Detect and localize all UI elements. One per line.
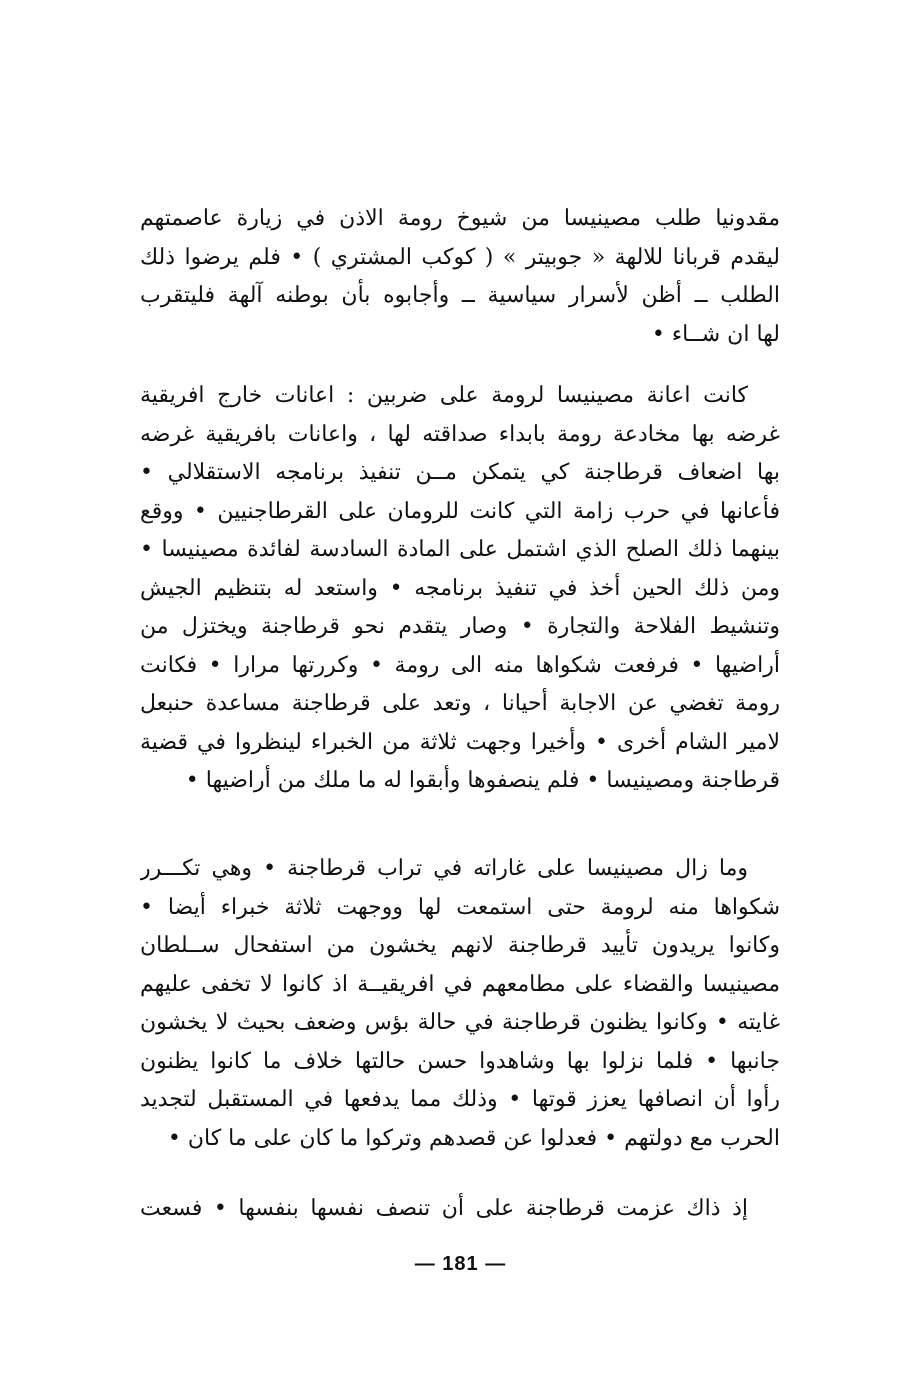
text-line: الطلب ــ أظن لأسرار سياسية ــ وأجابوه بأن بوطنه آلهة فليتقرب [140,283,780,308]
text-line: مصينيسا والقضاء على مطامعهم في افريقيــة اذ كانوا لا تخفى عليهم [140,971,780,997]
text-line: لها ان شــاء • [651,321,780,347]
text-line: رأوا أن انصافها يعزز قوتها • وذلك مما يدفعها في المستقبل لتجديد [140,1087,780,1112]
text-line: ليقدم قربانا للالهة « جوبيتر » ( كوكب المشتري ) • فلم يرضوا ذلك [140,244,780,270]
text-line: وكانوا يريدون تأييد قرطاجنة لانهم يخشون من استفحال ســلطان [140,933,780,958]
paragraph-1 [140,200,780,354]
text-line: غرضه بها مخادعة رومة بابداء صداقته لها ، واعانات بافريقية غرضه [140,421,780,447]
text-line: إذ ذاك عزمت قرطاجنة على أن تنصف نفسها بنفسها • فسعت [140,1196,748,1221]
text-line: غايته • وكانوا يظنون قرطاجنة في حالة بؤس وضعف بحيث لا يخشون [140,1010,780,1035]
text-line: شكواها منه لرومة حتى استمعت لها ووجهت ثلاثة خبراء أيضا • [140,894,780,920]
text-line: وتنشيط الفلاحة والتجارة • وصار يتقدم نحو قرطاجنة ويختزل من [140,614,780,639]
text-line: بها اضعاف قرطاجنة كي يتمكن مــن تنفيذ برنامجه الاستقلالي • [140,460,780,485]
text-line: جانبها • فلما نزلوا بها وشاهدوا حسن حالتها خلاف ما كانوا يظنون [140,1048,780,1074]
text-line: وما زال مصينيسا على غاراته في تراب قرطاجنة • وهي تكـــرر [140,856,748,881]
text-line: الحرب مع دولتهم • فعدلوا عن قصدهم وتركوا ما كان على ما كان • [167,1125,780,1151]
text-line: كانت اعانة مصينيسا لرومة على ضربين : اعانات خارج افريقية [140,383,748,408]
text-line: قرطاجنة ومصينيسا • فلم ينصفوها وأبقوا له ما ملك من أراضيها • [185,768,780,793]
paragraph-2 [140,377,780,801]
text-line: ومن ذلك الحين أخذ في تنفيذ برنامجه • واستعد له بتنظيم الجيش [140,575,780,601]
paragraph-3 [140,850,780,1158]
paragraph-4 [140,1190,780,1229]
text-line: رومة تغضي عن الاجابة أحيانا ، وتعد على قرطاجنة مساعدة حنبعل [140,691,780,716]
text-line: بينهما ذلك الصلح الذي اشتمل على المادة السادسة لفائدة مصينيسا • [140,537,780,562]
text-line: لامير الشام أخرى • وأخيرا وجهت ثلاثة من الخبراء لينظروا في قضية [140,729,780,755]
text-line: فأعانها في حرب زامة التي كانت للرومان على القرطاجنيين • ووقع [140,498,780,524]
page-number: — 181 — [414,1253,507,1275]
text-line: أراضيها • فرفعت شكواها منه الى رومة • وكررتها مرارا • فكانت [140,652,780,678]
text-line: مقدونيا طلب مصينيسا من شيوخ رومة الاذن في زيارة عاصمتهم [140,206,780,231]
